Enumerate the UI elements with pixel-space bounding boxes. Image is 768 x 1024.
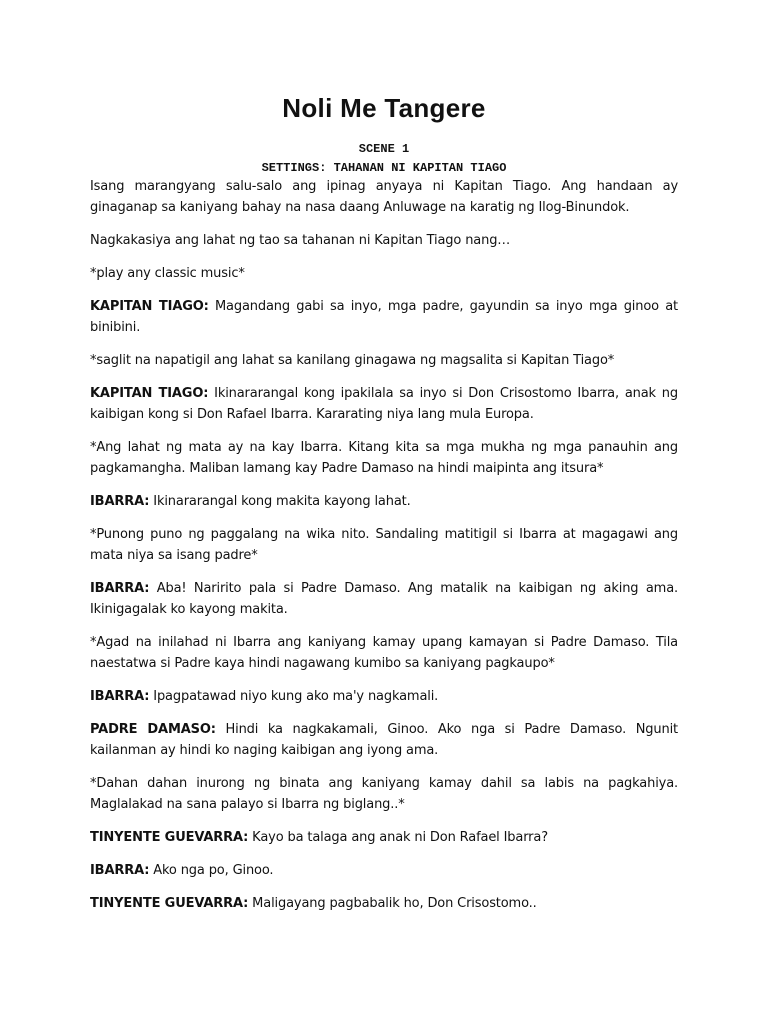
dialogue-line [90, 578, 678, 620]
stage-direction [90, 263, 678, 284]
speaker-name: IBARRA: [90, 689, 150, 704]
dialogue-line [90, 719, 678, 761]
script-body [90, 176, 678, 914]
dialogue-line [90, 491, 678, 512]
dialogue-line [90, 893, 678, 914]
paragraph-text: *Punong puno ng paggalang na wika nito. Sandaling matitigil si Ibarra at magagawi ang mata niya sa isang padre* [90, 527, 678, 563]
speaker-name: IBARRA: [90, 494, 150, 509]
document-title: Noli Me Tangere [282, 93, 486, 123]
stage-direction [90, 773, 678, 815]
speaker-name: IBARRA: [90, 581, 150, 596]
stage-direction [90, 437, 678, 479]
narration-paragraph [90, 230, 678, 251]
stage-direction [90, 350, 678, 371]
speaker-name: KAPITAN TIAGO: [90, 386, 209, 401]
speaker-name: TINYENTE GUEVARRA: [90, 896, 249, 911]
dialogue-line [90, 383, 678, 425]
paragraph-text: Nagkakasiya ang lahat ng tao sa tahanan ni Kapitan Tiago nang… [90, 233, 511, 248]
paragraph-text: Ako nga po, Ginoo. [149, 863, 274, 878]
stage-direction [90, 632, 678, 674]
narration-paragraph [90, 176, 678, 218]
paragraph-text: *saglit na napatigil ang lahat sa kanilang ginagawa ng magsalita si Kapitan Tiago* [90, 353, 615, 368]
speaker-name: IBARRA: [90, 863, 150, 878]
paragraph-text: *play any classic music* [90, 266, 245, 281]
settings-heading: SETTINGS: TAHANAN NI KAPITAN TIAGO [261, 161, 507, 175]
paragraph-text: Hindi ka nagkakamali, Ginoo. Ako nga si Padre Damaso. Ngunit kailanman ay hindi ko naging kaibigan ang iyong ama. [90, 722, 679, 758]
paragraph-text: *Ang lahat ng mata ay na kay Ibarra. Kitang kita sa mga mukha ng mga panauhin ang pagkamangha. Maliban lamang kay Padre Damaso na hindi maipinta ang itsura* [90, 440, 678, 476]
paragraph-text: Aba! Naririto pala si Padre Damaso. Ang matalik na kaibigan ng aking ama. Ikinigagalak ko kayong makita. [90, 581, 678, 617]
speaker-name: KAPITAN TIAGO: [90, 299, 209, 314]
dialogue-line [90, 827, 678, 848]
paragraph-text: Maligayang pagbabalik ho, Don Crisostomo.. [248, 896, 537, 911]
scene-heading: SCENE 1 [358, 142, 410, 156]
stage-direction [90, 524, 678, 566]
paragraph-text: Ikinararangal kong ipakilala sa inyo si Don Crisostomo Ibarra, anak ng kaibigan kong si Don Rafael Ibarra. Kararating niya lang mula Europa. [90, 386, 678, 422]
paragraph-text: *Agad na inilahad ni Ibarra ang kaniyang kamay upang kamayan si Padre Damaso. Tila naestatwa si Padre kaya hindi nagawang kumibo sa kaniyang pagkaupo* [90, 635, 678, 671]
dialogue-line [90, 296, 678, 338]
paragraph-text: Kayo ba talaga ang anak ni Don Rafael Ibarra? [248, 830, 548, 845]
dialogue-line [90, 686, 678, 707]
paragraph-text: *Dahan dahan inurong ng binata ang kaniyang kamay dahil sa labis na pagkahiya. Maglalakad na sana palayo si Ibarra ng biglang..* [90, 776, 678, 812]
paragraph-text: Ipagpatawad niyo kung ako ma'y nagkamali. [149, 689, 439, 704]
dialogue-line [90, 860, 678, 881]
speaker-name: PADRE DAMASO: [90, 722, 216, 737]
paragraph-text: Isang marangyang salu-salo ang ipinag anyaya ni Kapitan Tiago. Ang handaan ay ginaganap sa kaniyang bahay na nasa daang Anluwage na karatig ng Ilog-Binundok. [90, 179, 678, 215]
paragraph-text: Magandang gabi sa inyo, mga padre, gayundin sa inyo mga ginoo at binibini. [90, 299, 678, 335]
speaker-name: TINYENTE GUEVARRA: [90, 830, 249, 845]
paragraph-text: Ikinararangal kong makita kayong lahat. [149, 494, 411, 509]
